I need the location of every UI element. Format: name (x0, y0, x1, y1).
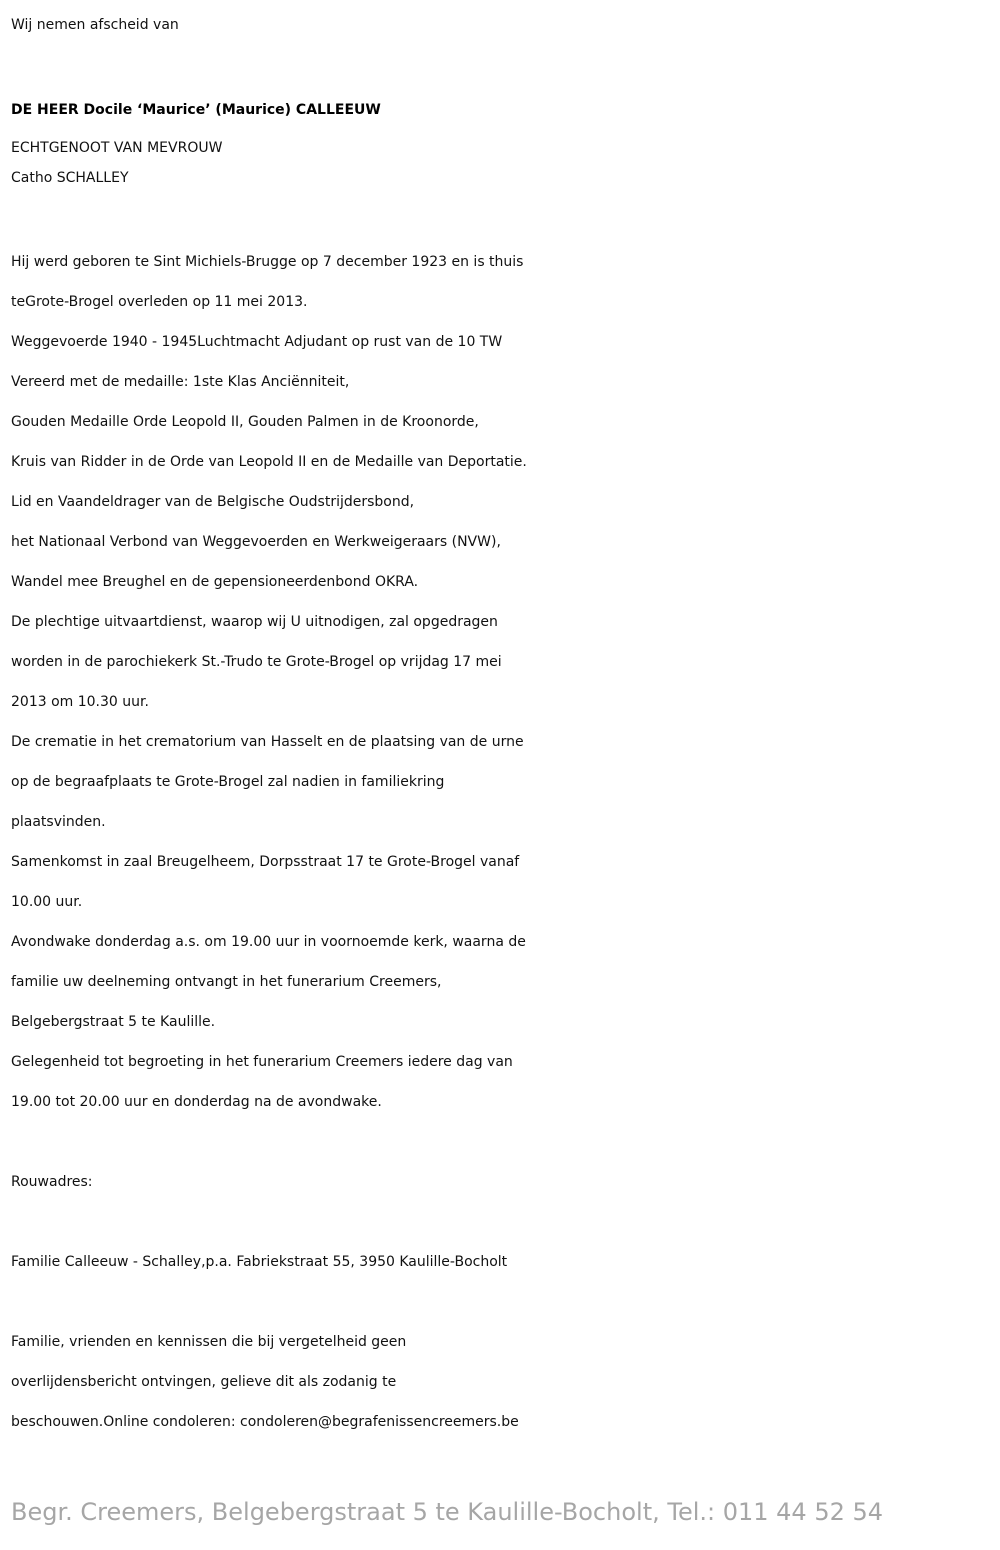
closing-line: overlijdensbericht ontvingen, gelieve dit als zodanig te (11, 1374, 397, 1390)
rouwadres-label: Rouwadres: (11, 1174, 93, 1190)
body-line: Gelegenheid tot begroeting in het funerarium Creemers iedere dag van (11, 1054, 513, 1070)
body-line: familie uw deelneming ontvangt in het funerarium Creemers, (11, 974, 442, 990)
body-line: het Nationaal Verbond van Weggevoerden en Werkweigeraars (NVW), (11, 534, 501, 550)
obituary-body (11, 242, 1000, 1442)
body-line: Wandel mee Breughel en de gepensioneerdenbond OKRA. (11, 574, 419, 590)
body-line: teGrote-Brogel overleden op 11 mei 2013. (11, 294, 308, 310)
rouwadres-address: Familie Calleeuw - Schalley,p.a. Fabriekstraat 55, 3950 Kaulille-Bocholt (11, 1254, 508, 1270)
body-line: plaatsvinden. (11, 814, 106, 830)
body-line: Avondwake donderdag a.s. om 19.00 uur in voornoemde kerk, waarna de (11, 934, 526, 950)
spouse-line-name: Catho SCHALLEY (11, 170, 129, 186)
closing-line: Familie, vrienden en kennissen die bij vergetelheid geen (11, 1334, 407, 1350)
body-line: 10.00 uur. (11, 894, 83, 910)
body-line: Samenkomst in zaal Breugelheem, Dorpsstraat 17 te Grote-Brogel vanaf (11, 854, 520, 870)
body-line: De crematie in het crematorium van Hasselt en de plaatsing van de urne (11, 734, 524, 750)
deceased-name-heading: DE HEER Docile ‘Maurice’ (Maurice) CALLEEUW (11, 102, 381, 118)
body-line: Lid en Vaandeldrager van de Belgische Oudstrijdersbond, (11, 494, 415, 510)
spacer (11, 1202, 1000, 1242)
body-line: Gouden Medaille Orde Leopold II, Gouden Palmen in de Kroonorde, (11, 414, 479, 430)
spouse-line-relation: ECHTGENOOT VAN MEVROUW (11, 140, 223, 156)
body-line: Vereerd met de medaille: 1ste Klas Anciënniteit, (11, 374, 350, 390)
intro-text: Wij nemen afscheid van (11, 17, 179, 33)
body-line: Weggevoerde 1940 - 1945Luchtmacht Adjudant op rust van de 10 TW (11, 334, 503, 350)
funeral-home-footer: Begr. Creemers, Belgebergstraat 5 te Kaulille-Bocholt, Tel.: 011 44 52 54 (11, 1498, 884, 1526)
body-line: worden in de parochiekerk St.-Trudo te Grote-Brogel op vrijdag 17 mei (11, 654, 502, 670)
body-line: Belgebergstraat 5 te Kaulille. (11, 1014, 216, 1030)
body-line: 2013 om 10.30 uur. (11, 694, 149, 710)
spacer (11, 1122, 1000, 1162)
body-line: 19.00 tot 20.00 uur en donderdag na de avondwake. (11, 1094, 382, 1110)
body-line: Kruis van Ridder in de Orde van Leopold II en de Medaille van Deportatie. (11, 454, 527, 470)
body-line: Hij werd geboren te Sint Michiels-Brugge op 7 december 1923 en is thuis (11, 254, 524, 270)
spacer (11, 1282, 1000, 1322)
body-line: De plechtige uitvaartdienst, waarop wij U uitnodigen, zal opgedragen (11, 614, 498, 630)
body-line: op de begraafplaats te Grote-Brogel zal nadien in familiekring (11, 774, 445, 790)
closing-line-condolence-email: beschouwen.Online condoleren: condoleren@begrafenissencreemers.be (11, 1414, 519, 1430)
